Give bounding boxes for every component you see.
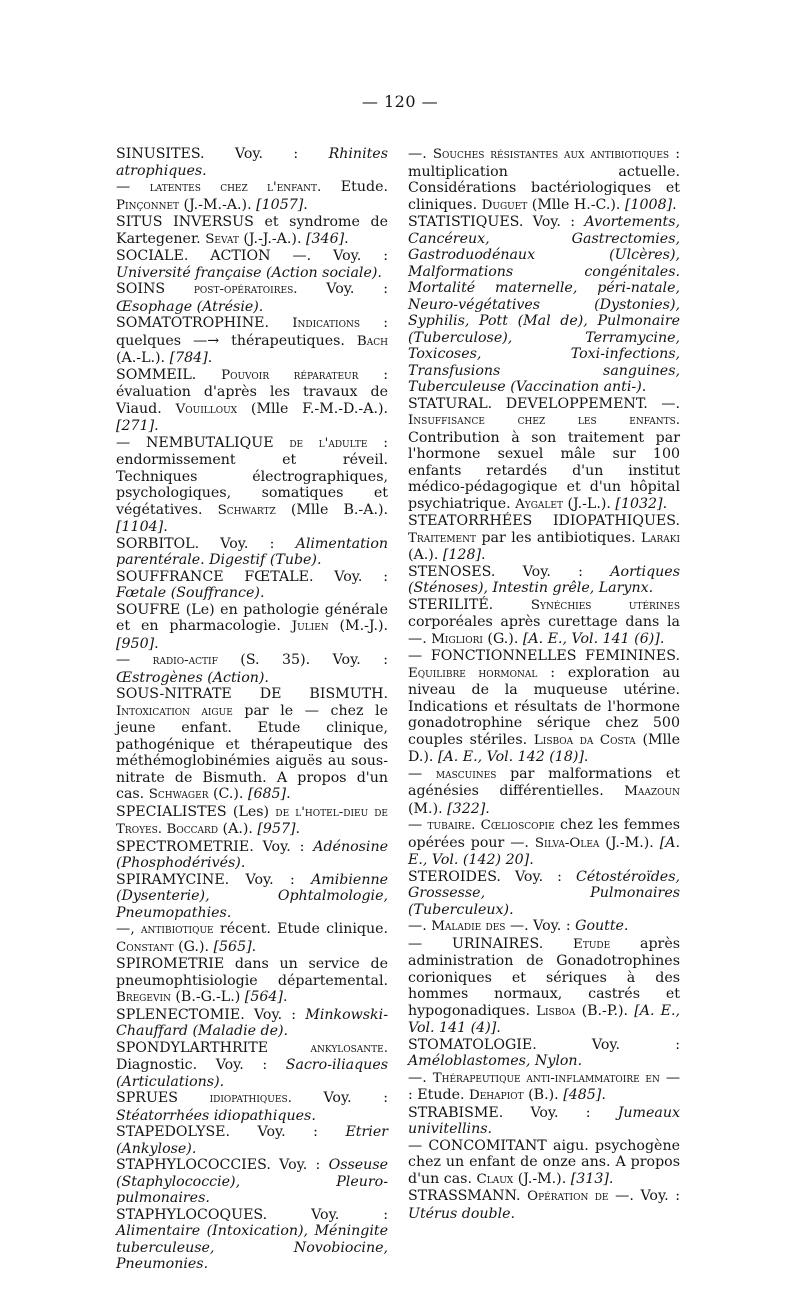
- index-entry: — CONCOMITANT aigu. psychogène chez un enfant de onze ans. A propos d'un cas. Claux (J.-M.). [313].: [408, 1137, 680, 1187]
- index-entry: SOUFFRANCE FŒTALE. Voy. : Fœtale (Souffrance).: [116, 568, 388, 601]
- index-entry: — NEMBUTALIQUE de l'adulte : endormissement et réveil. Techniques électrographiques, psychologiques, somatiques et végétatives. Schwartz (Mlle B.-A.). [1104].: [116, 434, 388, 535]
- index-entry: STRABISME. Voy. : Jumeaux univitellins.: [408, 1104, 680, 1137]
- left-column: [116, 146, 388, 1273]
- index-entry: STAPHYLOCOCCIES. Voy. : Osseuse (Staphylococcie), Pleuro-pulmonaires.: [116, 1157, 388, 1206]
- index-entry: SPECIALISTES (Les) de l'hotel-dieu de Troyes. Boccard (A.). [957].: [116, 803, 388, 837]
- index-entry: — latentes chez l'enfant. Etude. Pinçonnet (J.-M.-A.). [1057].: [116, 179, 388, 213]
- index-entry: SOUS-NITRATE DE BISMUTH. Intoxication aigue par le — chez le jeune enfant. Etude clinique, pathogénique et thérapeutique des méthémoglobinémies aiguës au sous-nitrate de Bismuth. A propos d'un cas. Schwager (C.). [685].: [116, 686, 388, 802]
- index-entry: — tubaire. Cœlioscopie chez les femmes opérées pour —. Silva-Olea (J.-M.). [A. E., Vol. (142) 20].: [408, 817, 680, 868]
- index-entry: SOCIALE. ACTION —. Voy. : Université française (Action sociale).: [116, 248, 388, 281]
- index-entry: STAPHYLOCOQUES. Voy. : Alimentaire (Intoxication), Méningite tuberculeuse, Novobiocine, Pneumonies.: [116, 1206, 388, 1272]
- index-entry: SORBITOL. Voy. : Alimentation parentérale. Digestif (Tube).: [116, 535, 388, 568]
- index-entry: SPRUES idiopathiques. Voy. : Stéatorrhées idiopathiques.: [116, 1090, 388, 1124]
- index-entry: SPIROMETRIE dans un service de pneumophtisiologie départemental. Bregevin (B.-G.-L.) [564].: [116, 956, 388, 1005]
- index-entry: STAPEDOLYSE. Voy. : Etrier (Ankylose).: [116, 1124, 388, 1157]
- index-entry: STEATORRHÉES IDIOPATHIQUES. Traitement par les antibiotiques. Laraki (A.). [128].: [408, 513, 680, 563]
- index-entry: —. Souches résistantes aux antibiotiques : multiplication actuelle. Considérations bactériologiques et cliniques. Duguet (Mlle H.-C.). [1008].: [408, 146, 680, 213]
- right-column: [408, 146, 680, 1222]
- index-entry: SINUSITES. Voy. : Rhinites atrophiques.: [116, 146, 388, 179]
- index-entry: SOUFRE (Le) en pathologie générale et en pharmacologie. Julien (M.-J.). [950].: [116, 601, 389, 652]
- index-entry: STRASSMANN. Opération de —. Voy. : Utérus double.: [408, 1188, 681, 1222]
- index-entry: —. Thérapeutique anti-inflammatoire en — : Etude. Dehapiot (B.). [485].: [408, 1069, 681, 1103]
- index-entry: STOMATOLOGIE. Voy. : Améloblastomes, Nylon.: [408, 1036, 680, 1069]
- index-entry: SITUS INVERSUS et syndrome de Kartegener. Sevat (J.-J.-A.). [346].: [116, 214, 388, 247]
- index-entry: —, antibiotique récent. Etude clinique. Constant (G.). [565].: [116, 921, 388, 955]
- index-entry: SPONDYLARTHRITE ankylosante. Diagnostic. Voy. : Sacro-iliaques (Articulations).: [116, 1039, 388, 1090]
- index-entry: —. Maladie des —. Voy. : Goutte.: [408, 918, 629, 934]
- index-entry: SPLENECTOMIE. Voy. : Minkowski-Chauffard (Maladie de).: [116, 1006, 388, 1039]
- index-entry: SOINS post-opératoires. Voy. : Œsophage (Atrésie).: [116, 281, 388, 315]
- index-entry: STERILITÉ. Synéchies utérines corporéales après curettage dans la —. Migliori (G.). [A. E., Vol. 141 (6)].: [408, 596, 680, 647]
- index-entry: STATURAL. DEVELOPPEMENT. —. Insuffisance chez les enfants. Contribution à son traitement par l'hormone sexuel mâle sur 100 enfants retardés d'un institut médico-pédagogique et d'un hôpital psychiatrique. Aygalet (J.-L.). [1032].: [408, 395, 680, 512]
- index-entry: SOMATOTROPHINE. Indications : quelques —→ thérapeutiques. Bach (A.-L.). [784].: [116, 315, 389, 366]
- index-entry: STATISTIQUES. Voy. : Avortements, Cancéreux, Gastrectomies, Gastroduodénaux (Ulcères), Malformations congénitales. Mortalité maternelle, péri-natale, Neuro-végétatives (Dystonies), Syphilis, Pott (Mal de), Pulmonaire (Tuberculose), Terramycine, Toxicoses, Toxi-infections, Transfusions sanguines, Tuberculeuse (Vaccination anti-).: [408, 214, 680, 395]
- index-entry: STEROIDES. Voy. : Cétostéroïdes, Grossesse, Pulmonaires (Tuberculeux).: [408, 868, 680, 918]
- page-number: — 120 —: [361, 92, 439, 111]
- index-entry: — URINAIRES. Etude après administration de Gonadotrophines corioniques et sériques à des hommes normaux, castrés et hypogonadiques. Lisboa (B.-P.). [A. E., Vol. 141 (4)].: [408, 935, 680, 1036]
- index-entry: — FONCTIONNELLES FEMININES. Equilibre hormonal : exploration au niveau de la muqueuse utérine. Indications et résultats de l'hormone gonadotrophine sérique chez 500 couples stériles. Lisboa da Costa (Mlle D.). [A. E., Vol. 142 (18)].: [408, 648, 680, 765]
- index-entry: SOMMEIL. Pouvoir réparateur : évaluation d'après les travaux de Viaud. Vouilloux (Mlle F.-M.-D.-A.). [271].: [116, 366, 389, 434]
- index-entry: SPIRAMYCINE. Voy. : Amibienne (Dysenterie), Ophtalmologie, Pneumopathies.: [116, 871, 388, 921]
- index-entry: — radio-actif (S. 35). Voy. : Œstrogènes (Action).: [116, 652, 388, 686]
- index-entry: SPECTROMETRIE. Voy. : Adénosine (Phosphodérivés).: [116, 838, 388, 871]
- index-entry: — mascuines par malformations et agénésies différentielles. Maazoun (M.). [322].: [408, 765, 680, 817]
- index-entry: STENOSES. Voy. : Aortiques (Sténoses), Intestin grêle, Larynx.: [408, 563, 680, 596]
